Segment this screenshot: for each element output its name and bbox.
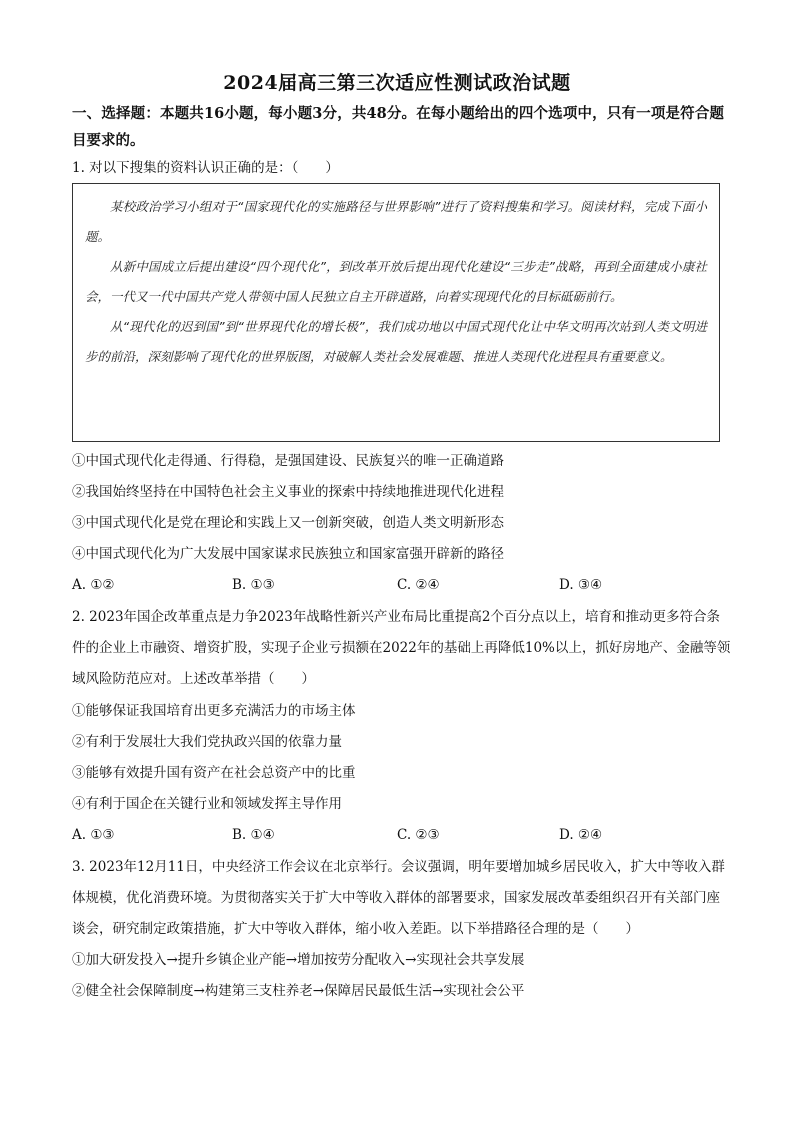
statement-item: ④有利于国企在关键行业和领域发挥主导作用: [72, 796, 342, 812]
option-d[interactable]: D. ③④: [559, 577, 603, 593]
material-paragraph: 某校政治学习小组对于“国家现代化的实施路径与世界影响”进行了资料搜集和学习。阅读材料，完成下面小题。: [85, 199, 707, 244]
option-c[interactable]: C. ②③: [397, 827, 440, 843]
material-paragraph: 从“现代化的迟到国”到“世界现代化的增长极”，我们成功地以中国式现代化让中华文明再次站到人类文明进步的前沿，深刻影响了现代化的世界版图，对破解人类社会发展难题、推进人类现代化进程具有重要意义。: [85, 319, 707, 364]
reading-material-box: [72, 183, 720, 442]
option-b[interactable]: B. ①③: [232, 577, 275, 593]
page-title: 2024届高三第三次适应性测试政治试题: [223, 72, 571, 94]
statement-item: ①加大研发投入→提升乡镇企业产能→增加按劳分配收入→实现社会共享发展: [72, 952, 525, 968]
question-3-stem: 3. 2023年12月11日，中央经济工作会议在北京举行。会议强调，明年要增加城乡居民收入，扩大中等收入群体规模，优化消费环境。为贯彻落实关于扩大中等收入群体的部署要求，国家发展改革委组织召开有关部门座谈会，研究制定政策措施，扩大中等收入群体，缩小收入差距。以下举措路径合理的是（ ）: [72, 859, 725, 937]
statement-item: ②有利于发展壮大我们党执政兴国的依靠力量: [72, 734, 342, 750]
statement-item: ③中国式现代化是党在理论和实践上又一创新突破，创造人类文明新形态: [72, 515, 504, 531]
option-d[interactable]: D. ②④: [559, 827, 603, 843]
statement-item: ②我国始终坚持在中国特色社会主义事业的探索中持续地推进现代化进程: [72, 484, 504, 500]
option-a[interactable]: A. ①③: [72, 827, 115, 843]
statement-item: ②健全社会保障制度→构建第三支柱养老→保障居民最低生活→实现社会公平: [72, 983, 525, 999]
statement-item: ③能够有效提升国有资产在社会总资产中的比重: [72, 765, 356, 781]
section-heading: 一、选择题：本题共16小题，每小题3分，共48分。在每小题给出的四个选项中，只有一项是符合题目要求的。: [72, 105, 724, 149]
answer-options: [72, 827, 732, 851]
option-c[interactable]: C. ②④: [397, 577, 440, 593]
option-b[interactable]: B. ①④: [232, 827, 275, 843]
statement-item: ①能够保证我国培育出更多充满活力的市场主体: [72, 703, 356, 719]
statement-item: ①中国式现代化走得通、行得稳，是强国建设、民族复兴的唯一正确道路: [72, 453, 504, 469]
statement-item: ④中国式现代化为广大发展中国家谋求民族独立和国家富强开辟新的路径: [72, 546, 504, 562]
answer-options: [72, 577, 732, 601]
question-1-stem: 1. 对以下搜集的资料认识正确的是：（ ）: [72, 160, 339, 176]
question-2-stem: 2. 2023年国企改革重点是力争2023年战略性新兴产业布局比重提高2个百分点以上，培育和推动更多符合条件的企业上市融资、增资扩股，实现子企业亏损额在2022年的基础上再降低10%以上，抓好房地产、金融等领域风险防范应对。上述改革举措（ ）: [72, 609, 731, 687]
option-a[interactable]: A. ①②: [72, 577, 115, 593]
material-paragraph: 从新中国成立后提出建设“四个现代化”，到改革开放后提出现代化建设“三步走”战略，再到全面建成小康社会，一代又一代中国共产党人带领中国人民独立自主开辟道路，向着实现现代化的目标砥砺前行。: [85, 259, 707, 304]
